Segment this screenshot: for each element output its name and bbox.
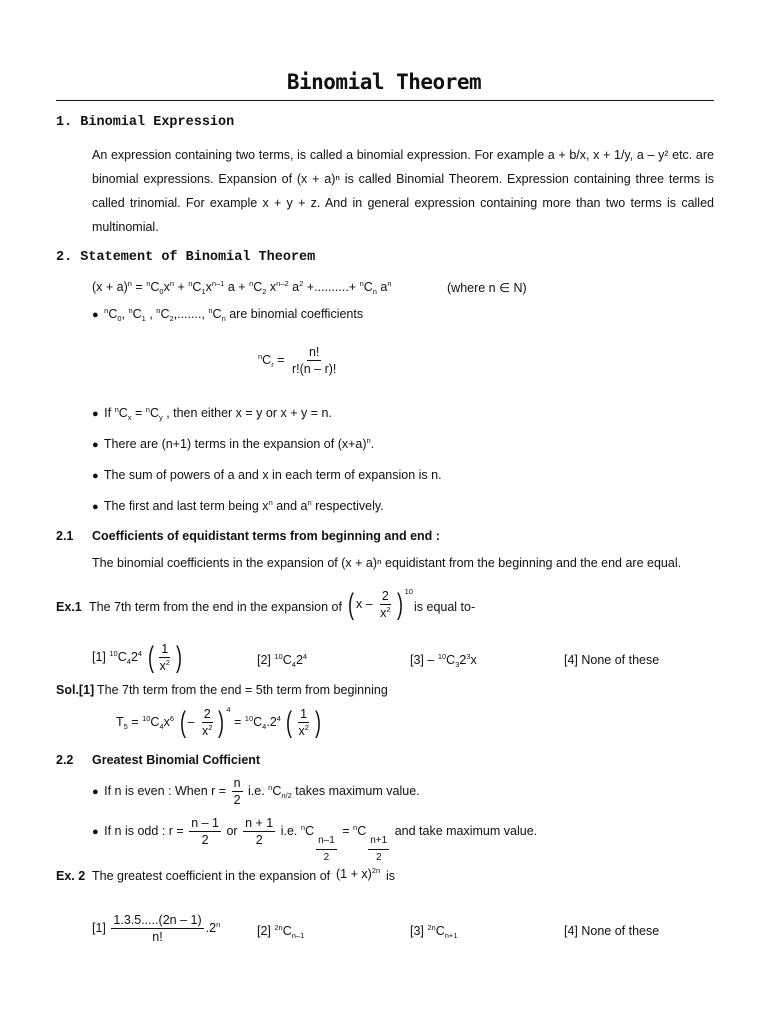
example-1-option-1: [1] $^{10}C_42^4$ ( $\frac{1}{x^2}$ ) xyxy=(92,640,182,674)
solution-1-label: Sol.[1] xyxy=(56,683,95,697)
bullet-sum-of-powers: ● The sum of powers of a and x in each term of expansion is n. xyxy=(92,468,442,482)
example-2-expression: $(1 + x)^{2n}$ xyxy=(336,866,381,881)
binomial-expansion-formula: $(x + a)^n = ^nC_0x^n + ^nC_1x^{n-1}$ $a + ^nC_2$ $x^{n-2}$ $a^2$ +..........+ $^nC_n$ $a^n$ xyxy=(92,279,392,296)
solution-1-text: The 7th term from the end = 5th term from beginning xyxy=(97,683,388,697)
example-1-question: The 7th term from the end in the expansion of xyxy=(89,600,342,614)
section-1-paragraph: An expression containing two terms, is called a binomial expression. For example a + b/x, x + 1/y, a – y² etc. are binomial expressions. Expansion of (x + a)ⁿ is called Binomial Theorem. Expression containing three terms is called trinomial. For example x + y + z. And in general expression containing more than two terms is called multinomial. xyxy=(92,148,714,234)
example-2-label: Ex. 2 xyxy=(56,869,86,883)
subsection-2-2-number: 2.2 xyxy=(56,753,74,767)
example-2-option-3: [3] $^{2n}C_{n+1}$ xyxy=(410,923,458,940)
example-2-question-end: is xyxy=(386,869,396,883)
ncr-formula: $^nC_r$ = $\frac{n!}{r!(n - r)!}$ xyxy=(258,345,337,376)
expansion-condition: (where n ∈ N) xyxy=(447,281,527,295)
solution-1-formula: $T_5 = ^{10}C_4x^6$ ( – $\frac{2}{x^2}$ ) $^4 = ^{10}C_4.2^4$ ( $\frac{1}{x^2}$ ) xyxy=(116,704,321,739)
subsection-2-1-number: 2.1 xyxy=(56,529,74,543)
example-2-option-2: [2] $^{2n}C_{n-1}$ xyxy=(257,923,305,940)
example-2-question: The greatest coefficient in the expansion of xyxy=(92,869,331,883)
subsection-2-2-heading: Greatest Binomial Cofficient xyxy=(92,753,261,767)
subsection-2-1-heading: Coefficients of equidistant terms from beginning and end : xyxy=(92,529,440,543)
subsection-2-1-text: The binomial coefficients in the expansion of (x + a)ⁿ equidistant from the beginning and the end are equal. xyxy=(92,556,682,570)
section-2-heading: 2. Statement of Binomial Theorem xyxy=(56,250,316,265)
bullet-first-last-term: ● The first and last term being $x^n$ and $a^n$ respectively. xyxy=(92,498,384,513)
bullet-if-equal: ● If $^nC_x = ^nC_y$ , then either x = y or x + y = n. xyxy=(92,405,332,422)
example-1-option-4: [4] None of these xyxy=(564,653,660,667)
example-1-option-3: $[3] - ^{10}C_32^3x$ xyxy=(410,652,477,669)
bullet-number-of-terms: ● There are (n+1) terms in the expansion of $(x+a)^n$. xyxy=(92,436,375,451)
example-1-option-2: [2] $^{10}C_42^4$ xyxy=(257,652,308,669)
example-2-option-1: [1] $\frac{1.3.5.....(2n - 1)}{n!}$ .2$^n$ xyxy=(92,913,221,944)
page-title: Binomial Theorem xyxy=(286,70,482,94)
example-1-expression: ( x – $\frac{2}{x^2}$ ) $^{10}$ xyxy=(348,586,413,621)
bullet-n-even: ● If n is even : When r = $\frac{n}{2}$ i.e. $^nC_{n/2}$ takes maximum value. xyxy=(92,776,420,807)
title-rule xyxy=(56,100,714,101)
section-1-heading: 1. Binomial Expression xyxy=(56,115,235,130)
example-1-question-end: is equal to- xyxy=(414,600,476,614)
example-1-label: Ex.1 xyxy=(56,600,82,614)
bullet-binomial-coefficients: ● $^nC_0$, $^nC_1$ , $^nC_2$,......., $^nC_n$ are binomial coefficients xyxy=(92,306,364,323)
bullet-n-odd: ● If n is odd : r = $\frac{n - 1}{2}$ or $\frac{n + 1}{2}$ i.e. $^n$C $\frac{n-1}{2}$ = $^n$C $\frac{n+1}{2}$ and take maximum value. xyxy=(92,816,538,863)
example-2-option-4: [4] None of these xyxy=(564,924,660,938)
